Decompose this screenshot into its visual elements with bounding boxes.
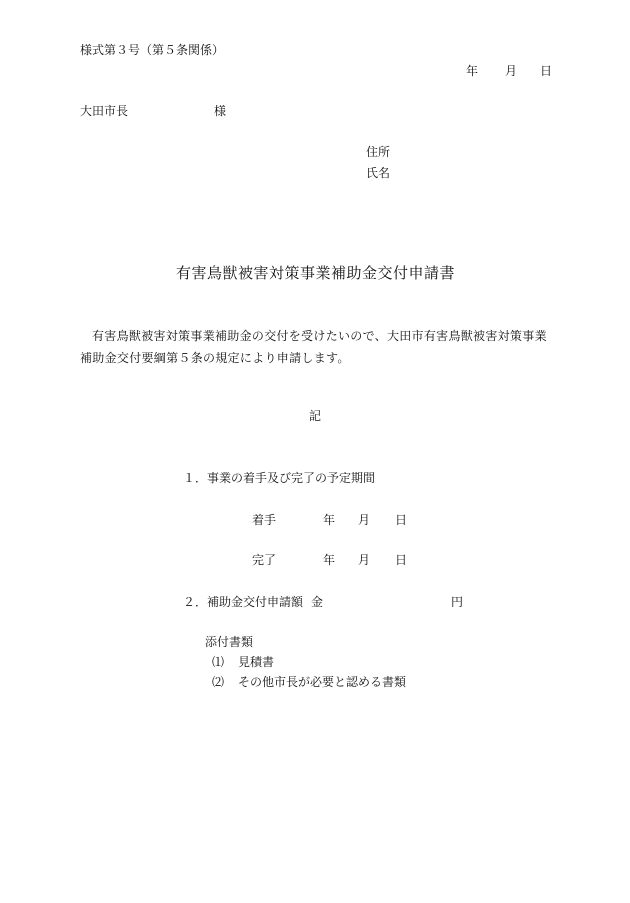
start-day: 日 xyxy=(395,513,408,527)
ki-label: 記 xyxy=(309,409,322,423)
body-line-1: 有害鳥獣被害対策事業補助金の交付を受けたいので、大田市有害鳥獣被害対策事業 xyxy=(92,329,547,343)
item2-label: ２．補助金交付申請額 xyxy=(183,595,304,609)
end-month: 月 xyxy=(358,553,371,567)
end-day: 日 xyxy=(395,553,408,567)
date-year: 年 xyxy=(466,64,479,78)
start-month: 月 xyxy=(358,513,371,527)
item2-yen: 円 xyxy=(451,595,464,609)
addressee-honorific: 様 xyxy=(214,104,227,118)
document-title: 有害鳥獣被害対策事業補助金交付申請書 xyxy=(176,264,456,282)
end-year: 年 xyxy=(323,553,336,567)
addressee-name: 大田市長 xyxy=(80,104,129,118)
start-year: 年 xyxy=(323,513,336,527)
attachment-text: 見積書 xyxy=(238,655,275,669)
applicant-name-label: 氏名 xyxy=(366,166,391,180)
form-number: 様式第３号（第５条関係） xyxy=(80,43,225,57)
start-label: 着手 xyxy=(252,513,277,527)
attachments-heading: 添付書類 xyxy=(205,635,254,649)
attachment-text: その他市長が必要と認める書類 xyxy=(238,675,407,689)
item1-label: １．事業の着手及び完了の予定期間 xyxy=(183,471,376,485)
applicant-address-label: 住所 xyxy=(366,145,391,159)
attachment-num: ⑵ xyxy=(212,675,225,689)
end-label: 完了 xyxy=(252,553,277,567)
body-line-2: 補助金交付要綱第５条の規定により申請します。 xyxy=(80,351,350,365)
date-month: 月 xyxy=(505,64,518,78)
item2-kin: 金 xyxy=(311,595,324,609)
date-day: 日 xyxy=(540,64,553,78)
attachment-num: ⑴ xyxy=(212,655,225,669)
